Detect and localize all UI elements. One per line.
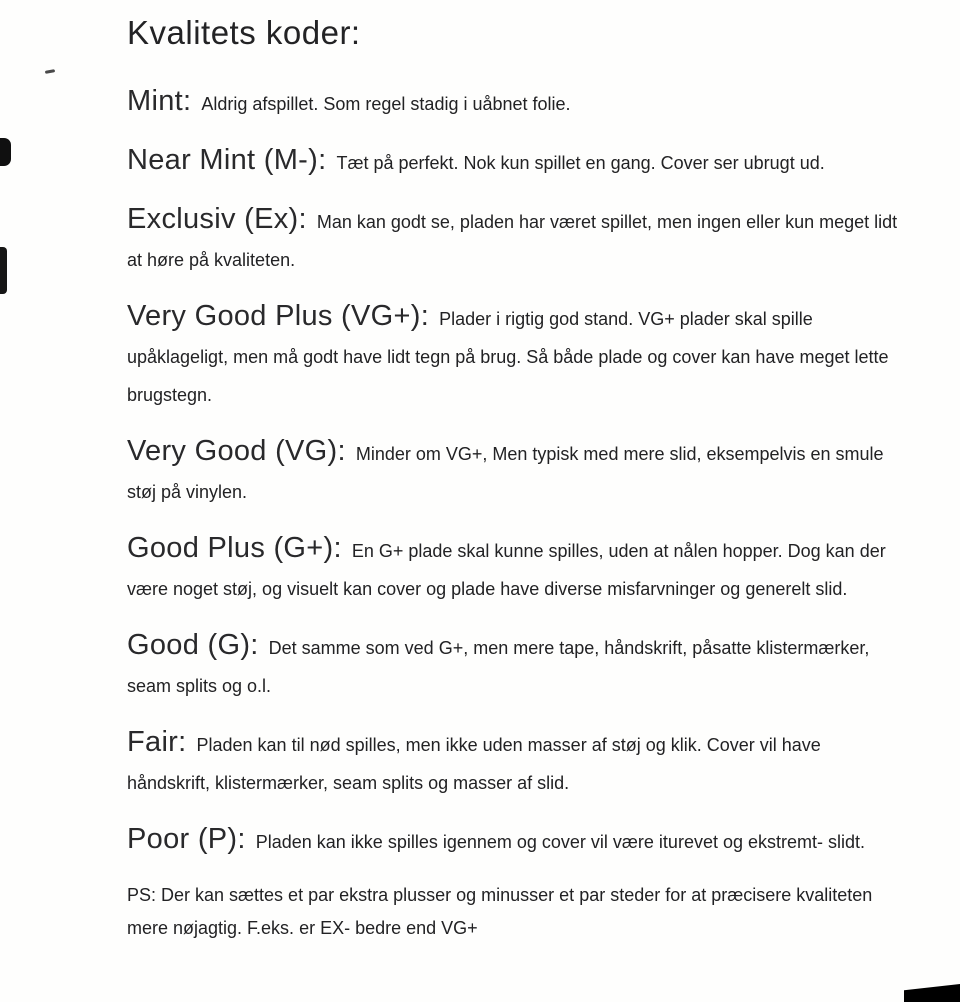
entry-term: Very Good (VG):: [127, 435, 346, 467]
quality-entry-fair: [127, 723, 904, 802]
quality-entry-very-good: [127, 432, 904, 511]
entry-term: Good Plus (G+):: [127, 532, 342, 564]
quality-entry-near-mint: [127, 141, 904, 182]
entry-description: Tæt på perfekt. Nok kun spillet en gang. Cover ser ubrugt ud.: [336, 153, 825, 173]
quality-entry-good: [127, 626, 904, 705]
ps-footnote: PS: Der kan sættes et par ekstra plusser og minusser et par steder for at præcisere kvaliteten mere nøjagtig. F.eks. er EX- bedre end VG+: [127, 885, 873, 938]
entry-description: Plader i rigtig god stand. VG+ plader skal spille upåklageligt, men må godt have lidt tegn på brug. Så både plade og cover kan have meget lette brugstegn.: [127, 309, 889, 405]
quality-entry-mint: [127, 82, 904, 123]
entry-description: En G+ plade skal kunne spilles, uden at nålen hopper. Dog kan der være noget støj, og visuelt kan cover og plade have diverse misfarvninger og generelt slid.: [127, 541, 886, 599]
entry-term: Mint:: [127, 85, 192, 117]
scan-artifact-edge-mark: [0, 247, 7, 294]
entry-term: Fair:: [127, 726, 187, 758]
entry-term: Very Good Plus (VG+):: [127, 300, 430, 332]
entry-description: Minder om VG+, Men typisk med mere slid, eksempelvis en smule støj på vinylen.: [127, 444, 884, 502]
quality-entry-exclusiv: [127, 200, 904, 279]
document-title: Kvalitets koder:: [127, 14, 361, 51]
entry-term: Near Mint (M-):: [127, 144, 327, 176]
entry-term: Exclusiv (Ex):: [127, 203, 307, 235]
entry-term: Good (G):: [127, 629, 259, 661]
entry-description: Pladen kan ikke spilles igennem og cover vil være iturevet og ekstremt- slidt.: [255, 832, 866, 852]
entry-description: Aldrig afspillet. Som regel stadig i uåbnet folie.: [201, 94, 571, 114]
quality-entry-good-plus: [127, 529, 904, 608]
entry-description: Man kan godt se, pladen har været spillet, men ingen eller kun meget lidt at høre på kvaliteten.: [127, 212, 898, 270]
scan-artifact-edge-mark: [0, 138, 11, 166]
quality-entry-poor: [127, 820, 904, 861]
quality-entry-very-good-plus: [127, 297, 904, 414]
entry-description: Det samme som ved G+, men mere tape, håndskrift, påsatte klistermærker, seam splits og o.l.: [127, 638, 870, 696]
entry-term: Poor (P):: [127, 823, 246, 855]
entry-description: Pladen kan til nød spilles, men ikke uden masser af støj og klik. Cover vil have håndskrift, klistermærker, seam splits og masser af slid.: [127, 735, 821, 793]
